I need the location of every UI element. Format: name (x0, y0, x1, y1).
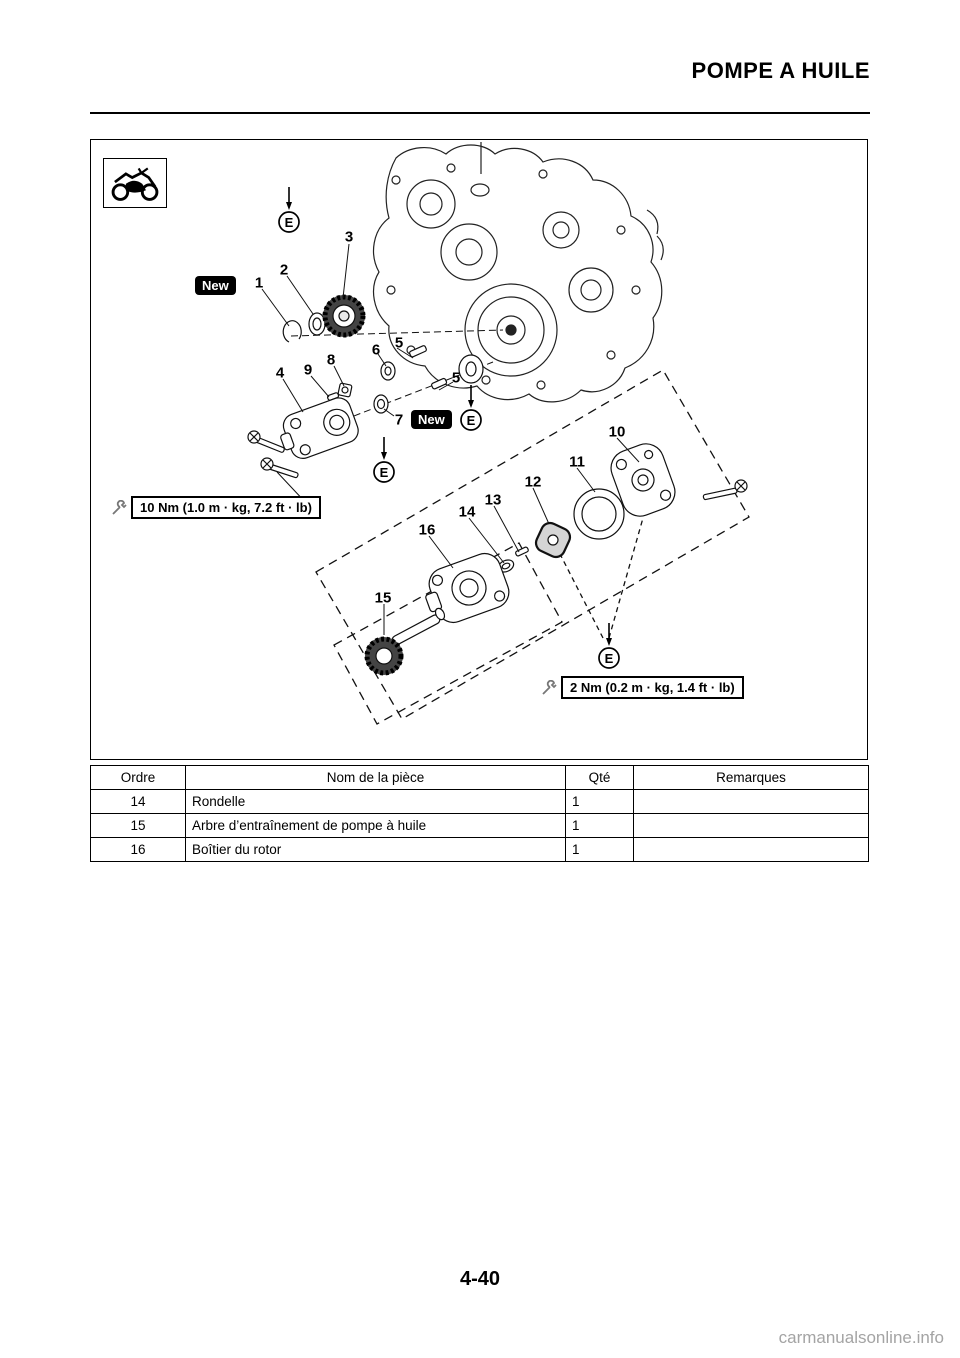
torque-spec-2 (541, 676, 744, 699)
cell-remarques (634, 814, 869, 838)
torque-spec-1 (111, 496, 321, 519)
cell-ordre: 16 (91, 838, 186, 862)
oil-symbol-letter: E (466, 413, 476, 428)
callout-3: 3 (344, 228, 354, 246)
exploded-diagram-art (91, 140, 866, 758)
cell-ordre: 15 (91, 814, 186, 838)
header-rule (90, 112, 870, 114)
col-header-qte: Qté (566, 766, 634, 790)
watermark: carmanualsonline.info (778, 1328, 944, 1347)
table-row (91, 790, 869, 814)
page-title: POMPE A HUILE (691, 58, 870, 83)
callout-9: 9 (303, 361, 313, 379)
lower-pump-parts (365, 439, 747, 675)
upper-parts (283, 295, 483, 413)
pump-assembly-4 (248, 395, 362, 478)
table-row (91, 838, 869, 862)
motorcycle-icon (103, 158, 167, 208)
engine-case (371, 142, 664, 402)
col-header-remarques: Remarques (634, 766, 869, 790)
callout-16: 16 (418, 521, 436, 539)
callout-4: 4 (275, 364, 285, 382)
cell-remarques (634, 790, 869, 814)
cell-remarques (634, 838, 869, 862)
torque-value: 2 Nm (0.2 m · kg, 1.4 ft · lb) (561, 676, 744, 699)
cell-qte: 1 (566, 814, 634, 838)
callout-12: 12 (524, 473, 542, 491)
callout-7: 7 (394, 411, 404, 429)
callout-11: 11 (569, 453, 585, 471)
new-label: New (195, 276, 236, 295)
callout-5a: 5 (394, 334, 404, 352)
callout-14: 14 (458, 503, 476, 521)
cell-nom: Arbre d’entraînement de pompe à huile (186, 814, 566, 838)
callout-2: 2 (279, 261, 289, 279)
torque-value: 10 Nm (1.0 m · kg, 7.2 ft · lb) (131, 496, 321, 519)
callout-8: 8 (326, 351, 336, 369)
callout-15: 15 (374, 589, 392, 607)
drive-shaft-15 (365, 607, 446, 675)
callout-1: 1 (254, 274, 264, 292)
exploded-diagram-panel (90, 139, 868, 760)
cell-qte: 1 (566, 838, 634, 862)
callout-5b: 5 (451, 369, 461, 387)
oil-symbol-letter: E (284, 215, 294, 230)
cell-nom: Rondelle (186, 790, 566, 814)
wrench-icon (541, 680, 557, 696)
cell-qte: 1 (566, 790, 634, 814)
new-label: New (411, 410, 452, 429)
table-row (91, 814, 869, 838)
page-number: 4-40 (459, 1268, 501, 1290)
oil-symbol-letter: E (604, 651, 614, 666)
drive-gear-3 (323, 295, 365, 337)
oil-applicator-icon (276, 186, 302, 243)
table-header-row (91, 766, 869, 790)
cell-nom: Boîtier du rotor (186, 838, 566, 862)
callout-6: 6 (371, 341, 381, 359)
parts-table (90, 765, 869, 862)
callout-10: 10 (608, 423, 626, 441)
cell-ordre: 14 (91, 790, 186, 814)
col-header-nom: Nom de la pièce (186, 766, 566, 790)
col-header-ordre: Ordre (91, 766, 186, 790)
oil-applicator-icon (596, 622, 622, 679)
callout-13: 13 (484, 491, 502, 509)
oil-applicator-icon (371, 436, 397, 493)
oil-symbol-letter: E (379, 465, 389, 480)
wrench-icon (111, 500, 127, 516)
oil-applicator-icon (458, 384, 484, 441)
